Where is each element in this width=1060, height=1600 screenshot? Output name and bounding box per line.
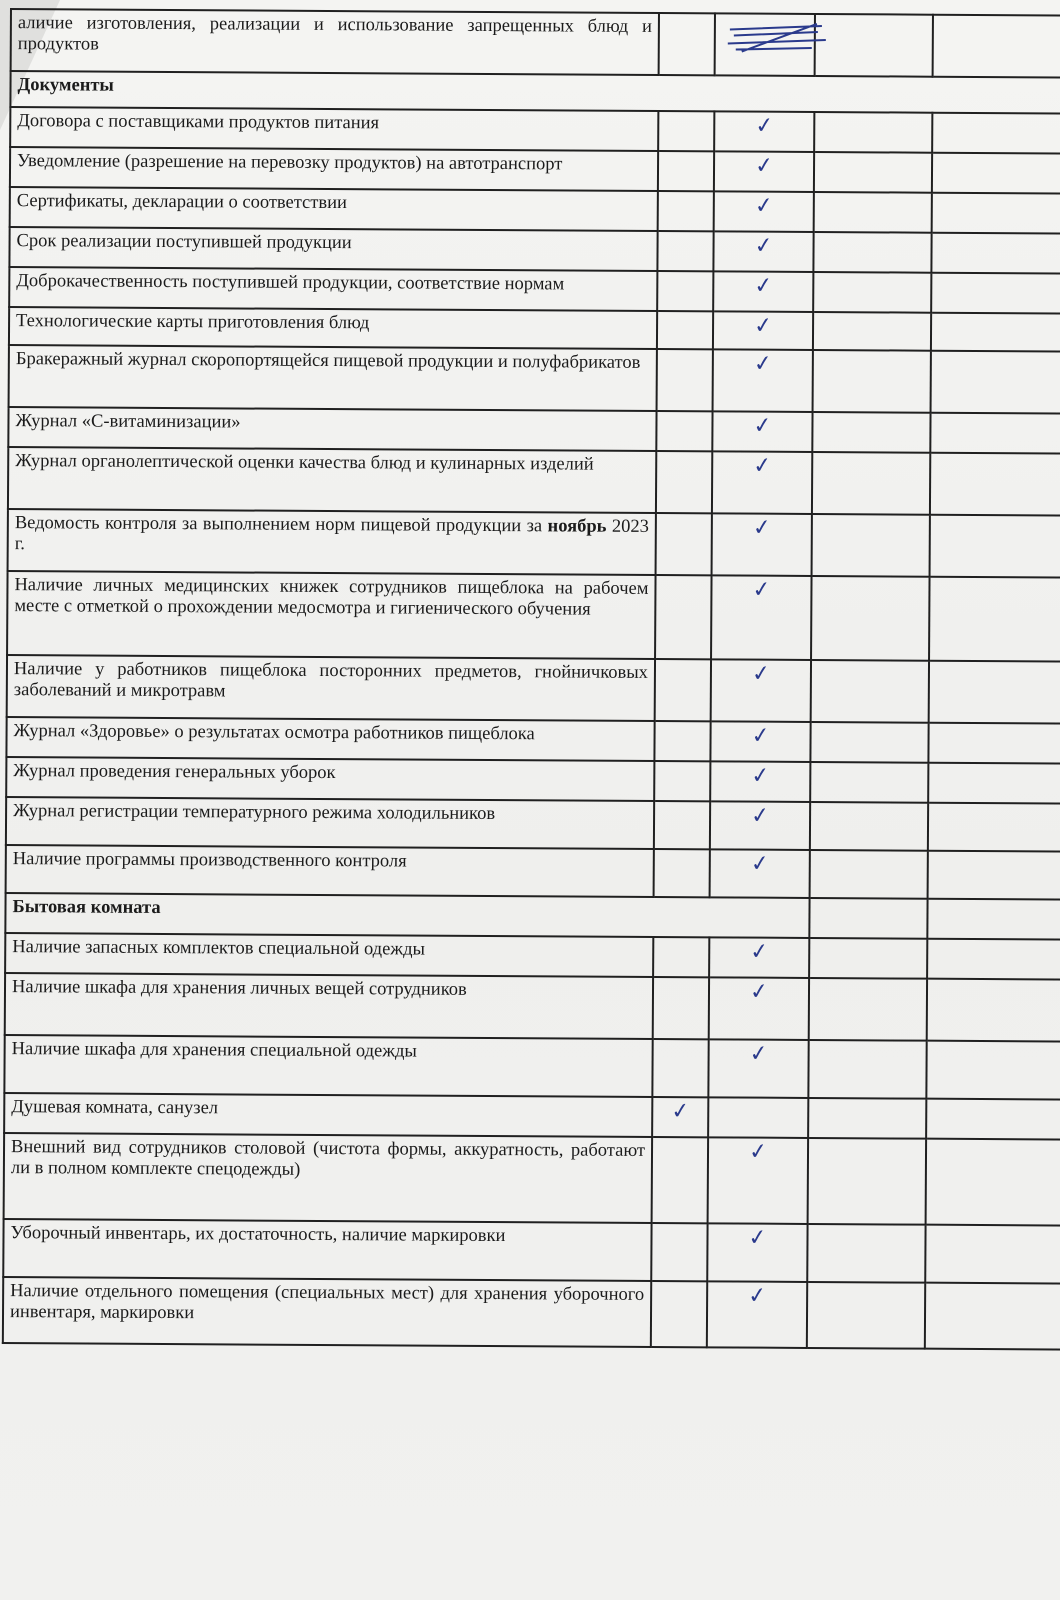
- top-row-col1: [659, 13, 715, 75]
- table-row: [6, 845, 1060, 900]
- check-mark: ✓: [748, 938, 770, 966]
- row-text: Наличие у работников пищеблока посторонних предметов, гнойничковых заболеваний и микротравм: [7, 655, 655, 721]
- top-row-col2: [715, 13, 815, 76]
- table-row: [3, 1277, 1060, 1350]
- table-row: [9, 227, 1060, 274]
- check-mark: ✓: [753, 152, 775, 180]
- table-row: [9, 267, 1060, 314]
- check-mark: ✓: [748, 1040, 770, 1068]
- row-text: Технологические карты приготовления блюд: [9, 307, 657, 349]
- row-text: Доброкачественность поступившей продукции, соответствие нормам: [9, 267, 657, 311]
- row-text: Договора с поставщиками продуктов питания: [10, 107, 658, 151]
- check-mark: ✓: [750, 722, 771, 750]
- check-mark: ✓: [753, 232, 774, 260]
- table-row: [6, 717, 1060, 764]
- table-row: [6, 797, 1060, 852]
- blank-paper-area: [0, 1460, 1060, 1600]
- check-mark: ✓: [752, 272, 774, 300]
- row-text: Наличие отдельного помещения (специальных мест) для хранения уборочного инвентаря, маркировки: [3, 1277, 651, 1347]
- section-header-row: [5, 893, 1060, 940]
- check-mark: ✓: [746, 1282, 768, 1310]
- row-text: Срок реализации поступившей продукции: [9, 227, 657, 271]
- check-mark: ✓: [669, 1098, 691, 1126]
- table-row: [7, 655, 1060, 724]
- table-row: [10, 147, 1060, 194]
- row-text: Душевая комната, санузел: [4, 1093, 652, 1137]
- row-text-post: 2023 г.: [14, 516, 649, 555]
- top-row-col4: [933, 15, 1060, 78]
- checklist-table-wrapper: [0, 8, 1060, 1350]
- table-row: [8, 407, 1060, 454]
- row-text: Уборочный инвентарь, их достаточность, наличие маркировки: [3, 1219, 651, 1281]
- check-mark: ✓: [752, 350, 774, 378]
- row-text: Журнал регистрации температурного режима холодильников: [6, 797, 654, 849]
- table-row: [5, 933, 1060, 980]
- table-row: [7, 571, 1060, 662]
- row-text: Журнал «Здоровье» о результатах осмотра работников пищеблока: [6, 717, 654, 761]
- table-row-top: [11, 9, 1060, 78]
- row-text: Наличие личных медицинских книжек сотрудников пищеблока на рабочем месте с отметкой о прохождении медосмотра и гигиенического обучения: [7, 571, 656, 659]
- row-text: Наличие шкафа для хранения личных вещей сотрудников: [5, 973, 653, 1039]
- table-row: [8, 509, 1060, 578]
- section-title-household-room: Бытовая комната: [5, 893, 809, 938]
- table-row: [9, 307, 1060, 352]
- row-text: Наличие запасных комплектов специальной одежды: [5, 933, 653, 977]
- check-mark: ✓: [752, 412, 773, 440]
- check-mark: ✓: [749, 802, 771, 830]
- table-row: [3, 1219, 1060, 1284]
- row-text: Уведомление (разрешение на перевозку продуктов) на автотранспорт: [10, 147, 658, 191]
- check-mark: ✓: [752, 312, 774, 340]
- check-mark: ✓: [748, 978, 770, 1006]
- check-mark: ✓: [749, 762, 771, 790]
- top-row-col3: [815, 14, 933, 77]
- row-text: Сертификаты, декларации о соответствии: [10, 187, 658, 231]
- row-text: Бракеражный журнал скоропортящейся пищевой продукции и полуфабрикатов: [9, 345, 657, 411]
- check-mark: ✓: [747, 1138, 769, 1166]
- table-row: [4, 1093, 1060, 1140]
- row-text: Журнал проведения генеральных уборок: [6, 757, 654, 801]
- row-text: Внешний вид сотрудников столовой (чистота формы, аккуратность, работают ли в полном комплекте спецодежды): [4, 1133, 653, 1223]
- table-row: [6, 757, 1060, 804]
- row-text: Журнал органолептической оценки качества блюд и кулинарных изделий: [8, 447, 656, 513]
- check-mark: ✓: [750, 660, 772, 688]
- check-mark: ✓: [751, 452, 773, 480]
- check-mark: ✓: [749, 850, 771, 878]
- section-title-documents: Документы: [10, 71, 1060, 114]
- row-text: Наличие шкафа для хранения специальной одежды: [4, 1035, 652, 1097]
- check-mark: ✓: [751, 514, 773, 542]
- check-mark: ✓: [753, 192, 775, 220]
- row-text-month: ноябрь: [547, 516, 607, 537]
- row-text: [8, 509, 656, 575]
- table-row: [4, 1035, 1060, 1100]
- check-mark: ✓: [751, 576, 772, 604]
- table-row: [9, 345, 1060, 414]
- checklist-table: [2, 8, 1060, 1351]
- table-row: [8, 447, 1060, 516]
- row-text-pre: Ведомость контроля за выполнением норм пищевой продукции за: [14, 513, 548, 537]
- row-text: Наличие программы производственного контроля: [6, 845, 654, 897]
- check-mark: ✓: [753, 112, 775, 140]
- table-row: [4, 1133, 1060, 1226]
- top-row-text: аличие изготовления, реализации и использование запрещенных блюд и продуктов: [11, 9, 659, 75]
- table-row: [10, 107, 1060, 154]
- check-mark: ✓: [747, 1224, 768, 1252]
- row-text: Журнал «С-витаминизации»: [8, 407, 656, 451]
- table-row: [10, 187, 1060, 234]
- table-row: [5, 973, 1060, 1042]
